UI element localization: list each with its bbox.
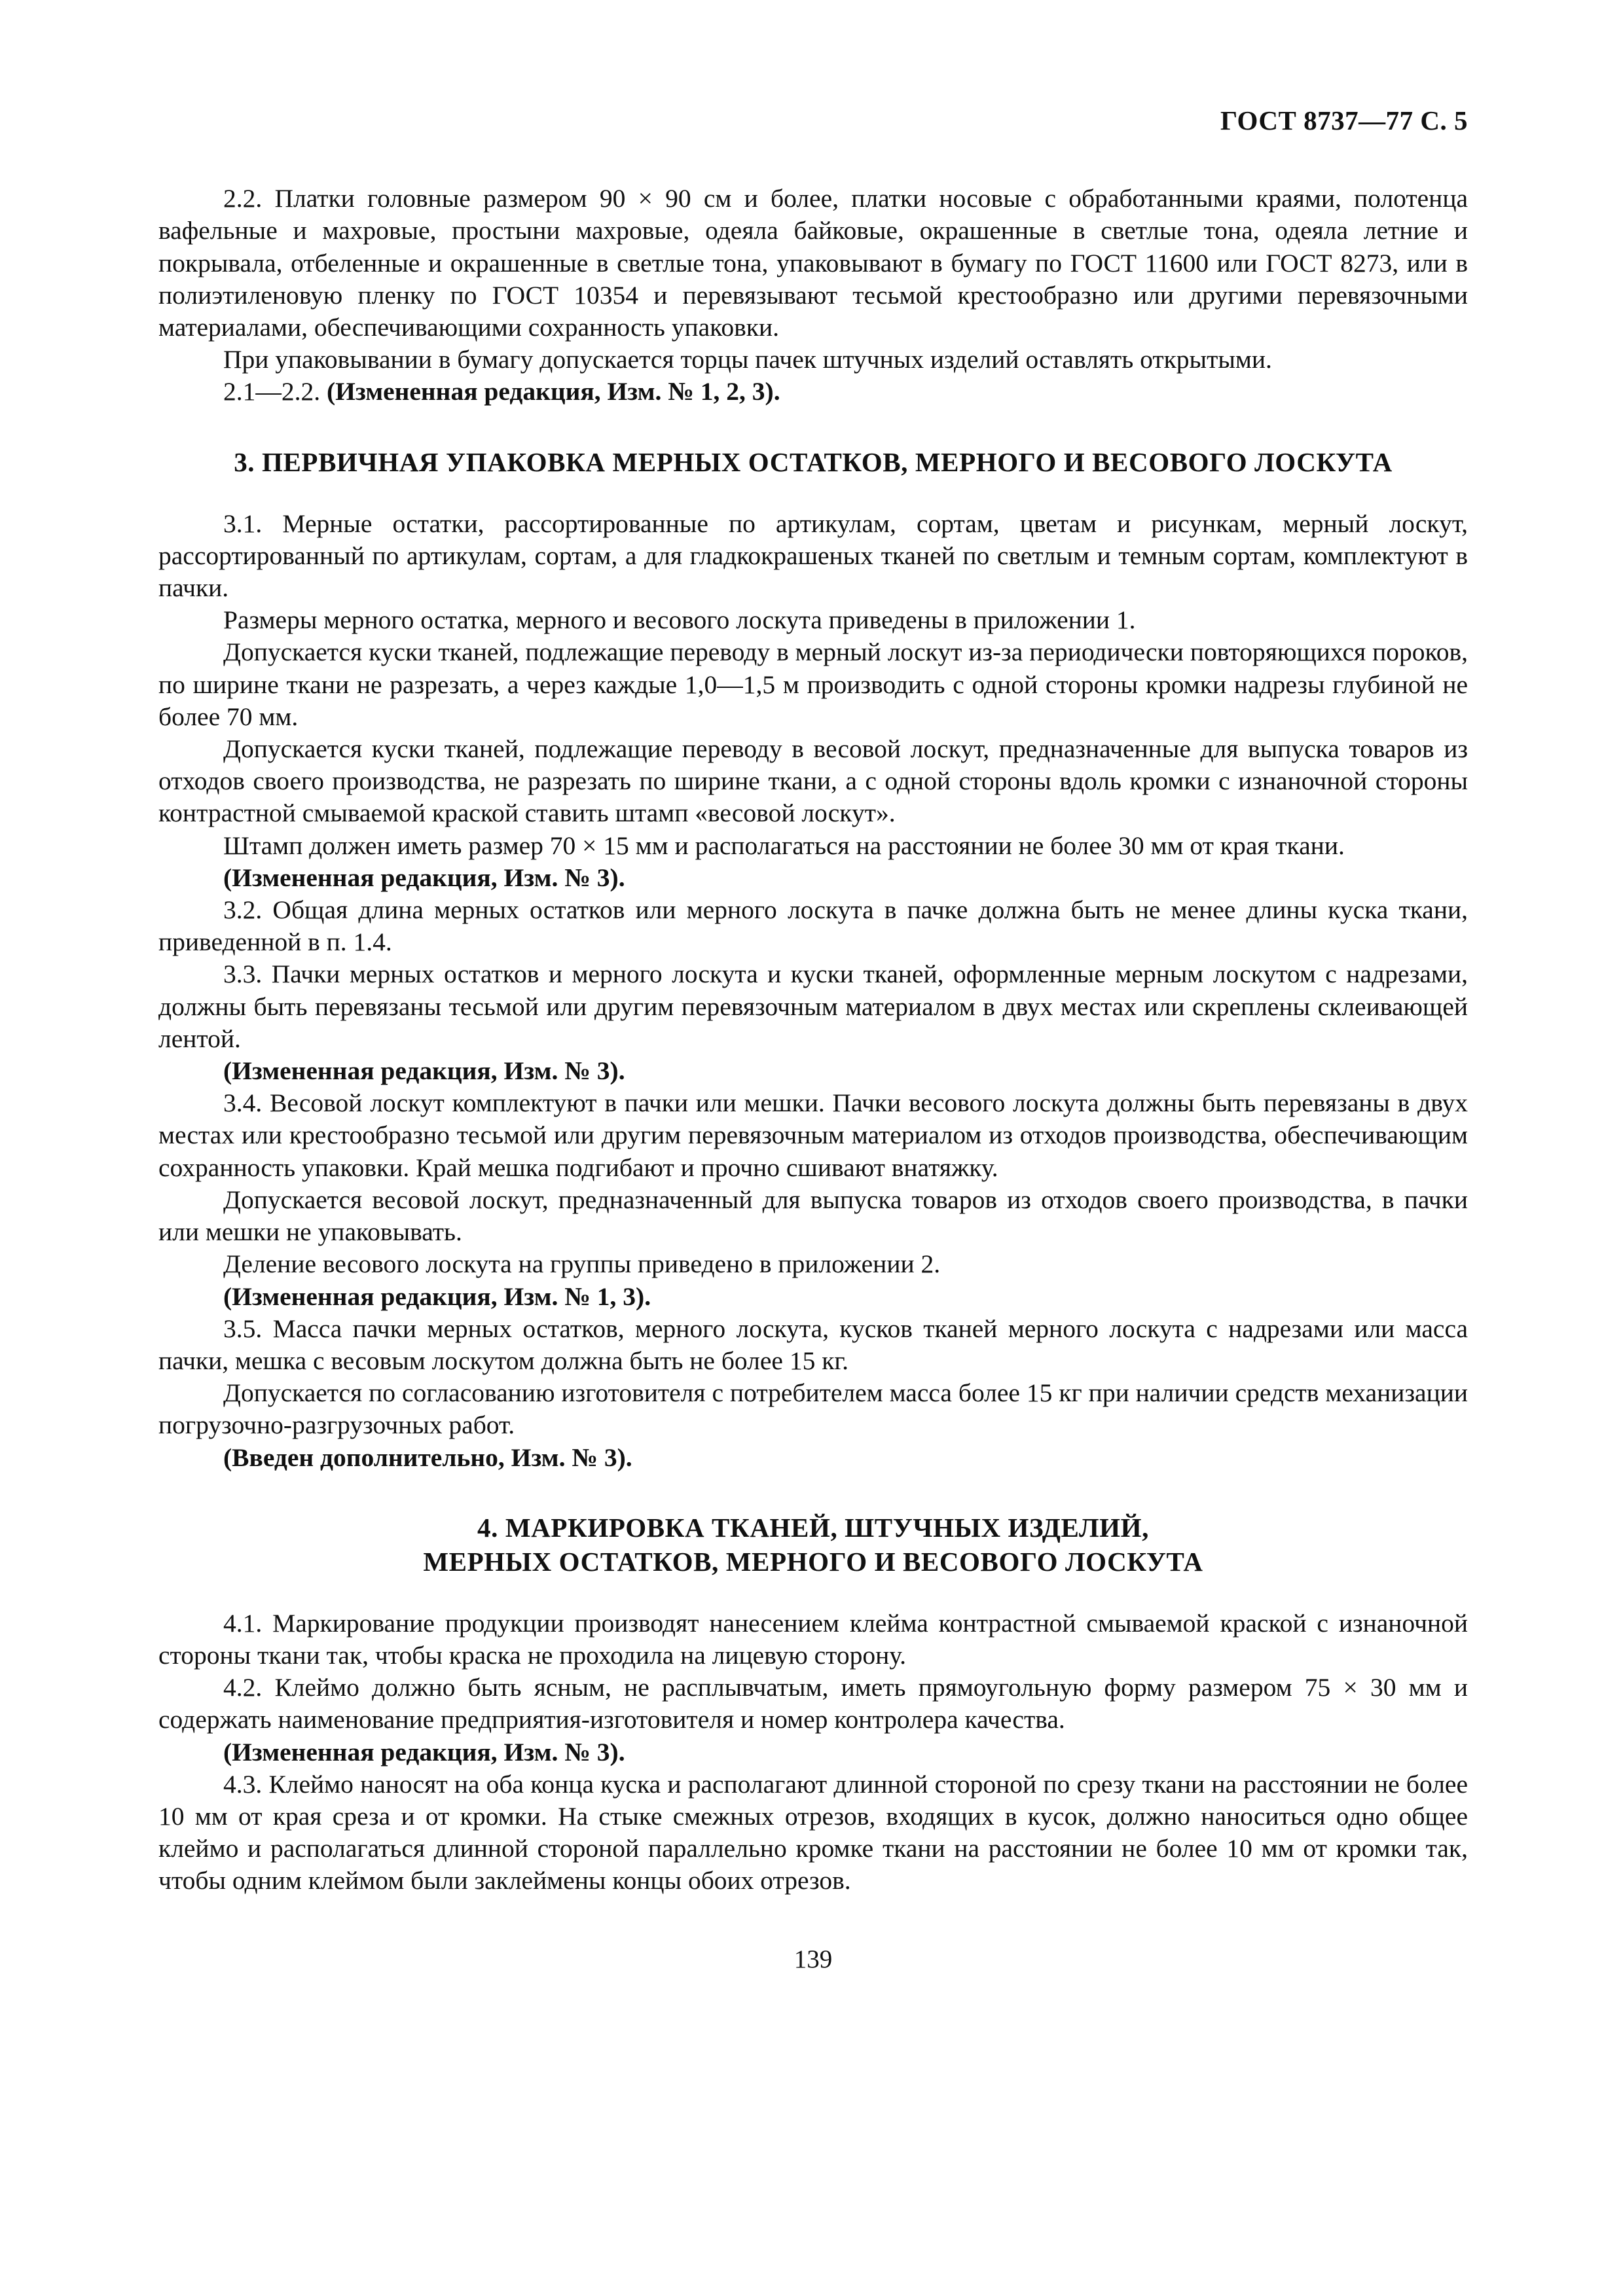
amendment-note: (Введен дополнительно, Изм. № 3). — [223, 1443, 632, 1472]
paragraph-3-5-mass: Допускается по согласованию изготовителя с потребителем масса более 15 кг при наличии средств механизации погрузочно-разгрузочных работ. — [158, 1378, 1468, 1440]
amendment-note: (Измененная редакция, Изм. № 3). — [223, 863, 625, 892]
paragraph-4-1: 4.1. Маркирование продукции производят нанесением клейма контрастной смываемой краской с изнаночной стороны ткани так, чтобы краска не проходила на лицевую сторону. — [158, 1608, 1468, 1670]
amendment-note-2-1-2-2 — [158, 376, 1468, 408]
amendment-ref: 2.1—2.2. — [223, 377, 321, 406]
amendment-note: (Измененная редакция, Изм. № 3). — [223, 1056, 625, 1086]
paragraph-3-5: 3.5. Масса пачки мерных остатков, мерного лоскута, кусков тканей мерного лоскута с надрезами или масса пачки, мешка с весовым лоскутом должна быть не более 15 кг. — [158, 1314, 1468, 1375]
paragraph-3-3: 3.3. Пачки мерных остатков и мерного лоскута и куски тканей, оформленные мерным лоскутом с надрезами, должны быть перевязаны тесьмой или другим перевязочным материалом в двух местах или скреплены склеивающей лентой. — [158, 960, 1468, 1053]
amendment-note: (Измененная редакция, Изм. № 3). — [223, 1737, 625, 1767]
section-4-title — [158, 1511, 1468, 1579]
paragraph-3-4: 3.4. Весовой лоскут комплектуют в пачки или мешки. Пачки весового лоскута должны быть перевязаны в двух местах или крестообразно тесьмой или другим перевязочным материалом из отходов производства, обеспечивающим сохранность упаковки. Край мешка подгибают и прочно сшивают внатяжку. — [158, 1088, 1468, 1182]
page-number: 139 — [793, 1945, 833, 1973]
amendment-text: (Измененная редакция, Изм. № 1, 2, 3). — [327, 377, 780, 406]
section-4-title-line-1: 4. МАРКИРОВКА ТКАНЕЙ, ШТУЧНЫХ ИЗДЕЛИЙ, — [477, 1512, 1149, 1543]
paragraph-3-1-sizes: Размеры мерного остатка, мерного и весового лоскута приведены в приложении 1. — [223, 605, 1136, 635]
document-header: ГОСТ 8737—77 С. 5 — [1220, 105, 1468, 135]
paragraph-3-4-unpacked: Допускается весовой лоскут, предназначенный для выпуска товаров из отходов своего производства, в пачки или мешки не упаковывать. — [158, 1185, 1468, 1247]
paragraph-4-2: 4.2. Клеймо должно быть ясным, не расплывчатым, иметь прямоугольную форму размером 75 × 30 мм и содержать наименование предприятия-изготовителя и номер контролера качества. — [158, 1673, 1468, 1734]
paragraph-4-3: 4.3. Клеймо наносят на оба конца куска и располагают длинной стороной по срезу ткани на расстоянии не более 10 мм от края среза и от кромки. На стыке смежных отрезов, входящих в кусок, должно наноситься одно общее клеймо и располагаться длинной стороной параллельно кромке ткани на расстоянии не более 10 мм от кромки так, чтобы одним клеймом были заклеймены концы обоих отрезов. — [158, 1769, 1468, 1895]
section-4-title-line-2: МЕРНЫХ ОСТАТКОВ, МЕРНОГО И ВЕСОВОГО ЛОСКУТА — [423, 1546, 1203, 1577]
paragraph-3-1-stamp-size: Штамп должен иметь размер 70 × 15 мм и располагаться на расстоянии не более 30 мм от края ткани. — [223, 831, 1345, 860]
paragraph-3-2: 3.2. Общая длина мерных остатков или мерного лоскута в пачке должна быть не менее длины куска ткани, приведенной в п. 1.4. — [158, 895, 1468, 957]
amendment-note: (Измененная редакция, Изм. № 1, 3). — [223, 1282, 651, 1311]
paragraph-paper-packing: При упаковывании в бумагу допускается торцы пачек штучных изделий оставлять открытыми. — [223, 345, 1272, 374]
paragraph-2-2: 2.2. Платки головные размером 90 × 90 см и более, платки носовые с обработанными краями, полотенца вафельные и махровые, простыни махровые, одеяла байковые, окрашенные в светлые тона, одеяла летние и покрывала, отбеленные и окрашенные в светлые тона, упаковывают в бумагу по ГОСТ 11600 или ГОСТ 8273, или в полиэтиленовую пленку по ГОСТ 10354 и перевязывают тесьмой крестообразно или другими перевязочными материалами, обеспечивающими сохранность упаковки. — [158, 184, 1468, 342]
paragraph-3-1: 3.1. Мерные остатки, рассортированные по артикулам, сортам, цветам и рисункам, мерный лоскут, рассортированный по артикулам, сортам, а для гладкокрашеных тканей по светлым и темным сортам, комплектуют в пачки. — [158, 509, 1468, 603]
section-3-title: 3. ПЕРВИЧНАЯ УПАКОВКА МЕРНЫХ ОСТАТКОВ, МЕРНОГО И ВЕСОВОГО ЛОСКУТА — [234, 446, 1393, 477]
paragraph-3-1-stamp: Допускается куски тканей, подлежащие переводу в весовой лоскут, предназначенные для выпуска товаров из отходов своего производства, не разрезать по ширине ткани, а с одной стороны вдоль кромки с изнаночной стороны контрастной смываемой краской ставить штамп «весовой лоскут». — [158, 734, 1468, 828]
document-page — [158, 105, 1468, 1975]
paragraph-3-4-groups: Деление весового лоскута на группы приведено в приложении 2. — [223, 1249, 941, 1279]
paragraph-3-1-cuts: Допускается куски тканей, подлежащие переводу в мерный лоскут из-за периодически повторяющихся пороков, по ширине ткани не разрезать, а через каждые 1,0—1,5 м производить с одной стороны кромки надрезы глубиной не более 70 мм. — [158, 637, 1468, 731]
